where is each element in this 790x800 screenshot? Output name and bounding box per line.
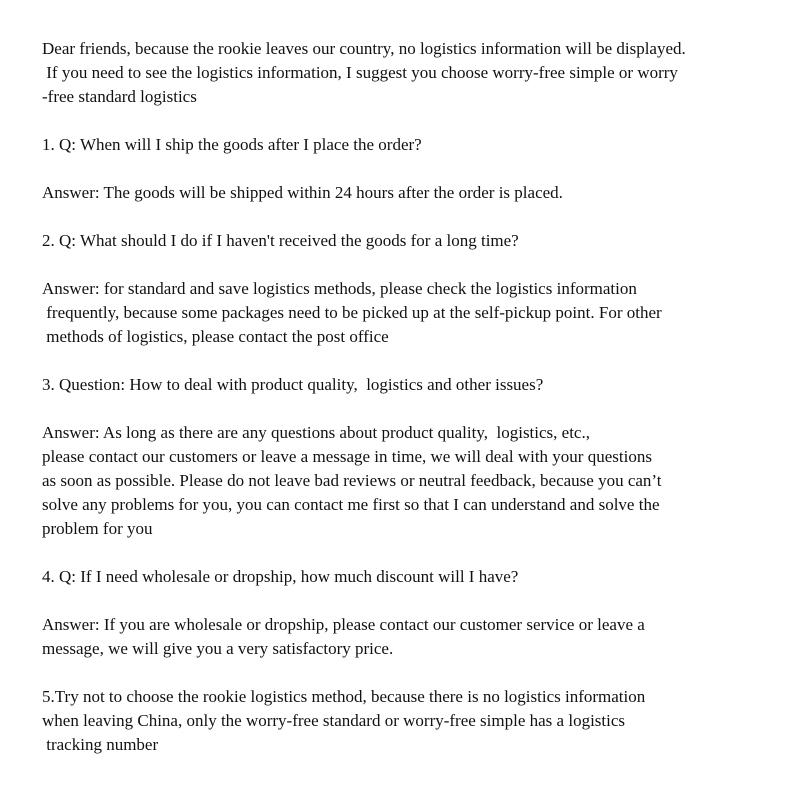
faq-answer-line: please contact our customers or leave a message in time, we will deal with your questions (42, 447, 652, 466)
faq-answer-line: solve any problems for you, you can contact me first so that I can understand and solve the (42, 495, 660, 514)
faq-answer-line: Answer: for standard and save logistics methods, please check the logistics information (42, 279, 637, 298)
faq-question: 2. Q: What should I do if I haven't received the goods for a long time? (42, 231, 519, 250)
faq-answer-line: as soon as possible. Please do not leave bad reviews or neutral feedback, because you can’t (42, 471, 662, 490)
tip-line: 5.Try not to choose the rookie logistics method, because there is no logistics information (42, 687, 646, 706)
faq-answer-line: Answer: As long as there are any questions about product quality, logistics, etc., (42, 423, 590, 442)
faq-question: 3. Question: How to deal with product quality, logistics and other issues? (42, 375, 544, 394)
faq-answer-line: frequently, because some packages need to be picked up at the self-pickup point. For other (42, 303, 662, 322)
tip-line: tracking number (42, 735, 159, 754)
faq-answer-line: problem for you (42, 519, 153, 538)
faq-answer-line: Answer: If you are wholesale or dropship, please contact our customer service or leave a (42, 615, 645, 634)
tip-line: when leaving China, only the worry-free standard or worry-free simple has a logistics (42, 711, 626, 730)
notice-line: -free standard logistics (42, 87, 197, 106)
faq-answer-line: methods of logistics, please contact the post office (42, 327, 389, 346)
faq-question: 1. Q: When will I ship the goods after I place the order? (42, 135, 422, 154)
faq-answer-line: message, we will give you a very satisfactory price. (42, 639, 394, 658)
notice-line: Dear friends, because the rookie leaves our country, no logistics information will be displayed. (42, 39, 686, 58)
faq-answer-line: Answer: The goods will be shipped within 24 hours after the order is placed. (42, 183, 563, 202)
notice-line: If you need to see the logistics information, I suggest you choose worry-free simple or worry (42, 63, 678, 82)
faq-question: 4. Q: If I need wholesale or dropship, how much discount will I have? (42, 567, 519, 586)
